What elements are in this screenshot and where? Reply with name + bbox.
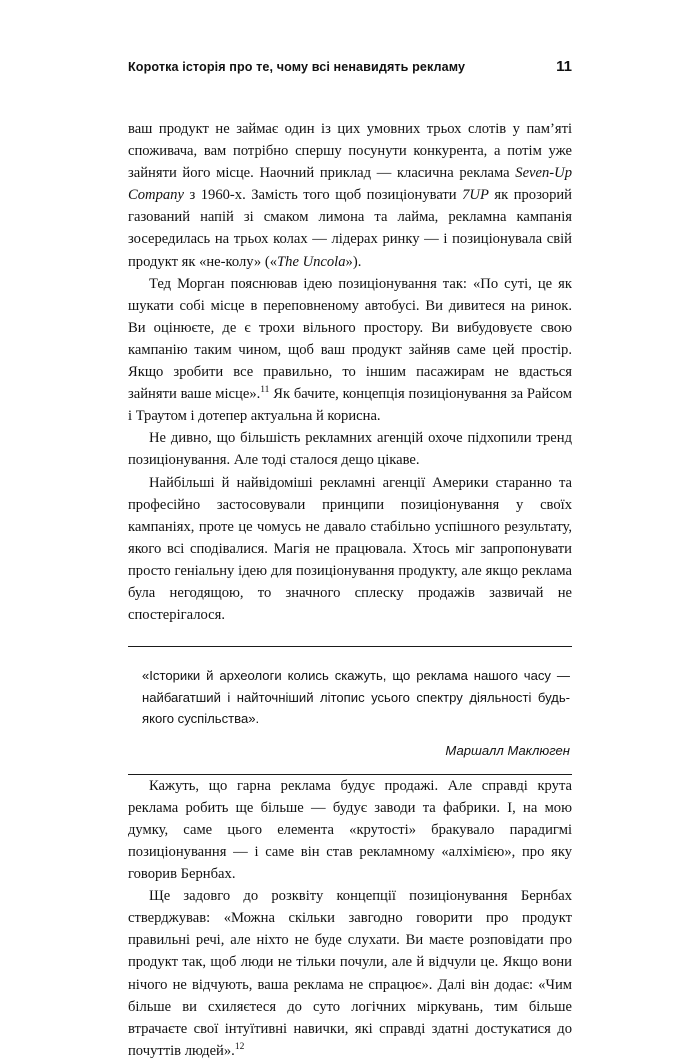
page-number: 11	[556, 58, 572, 75]
paragraph-2-part-b: Як бачите, концепція позиціонування за Райсом і Траутом і дотепер актуальна й корисна.	[128, 386, 572, 425]
paragraph-1-part-a: ваш продукт не займає один із цих умовних трьох слотів у пам’яті споживача, вам потрібно спершу посунути конкурента, а потім уже зайняти його місце. Наочний приклад — класична реклама	[128, 121, 572, 182]
paragraph-1-italic-3: The Uncola	[277, 253, 346, 270]
page-body	[128, 118, 572, 1062]
running-head	[128, 58, 572, 75]
paragraph-3: Не дивно, що більшість рекламних агенцій охоче підхопили тренд позиціонування. Але тоді сталося дещо цікаве.	[128, 430, 572, 469]
paragraph-5: Кажуть, що гарна реклама будує продажі. Але справді крута реклама робить ще більше — будує заводи та фабрики. І, на мою думку, саме цього елемента «крутості» бракувало парадигмі позиціонування — і саме він став рекламному «алхімією», про яку говорив Бернбах.	[128, 777, 572, 883]
paragraph-2	[128, 273, 572, 428]
paragraph-1-part-d: »).	[345, 253, 362, 270]
footnote-ref-11: 11	[260, 385, 270, 396]
pull-quote-attribution: Маршалл Маклюген	[445, 742, 570, 758]
paragraph-1-italic-2: 7UP	[462, 187, 489, 204]
paragraph-4: Найбільші й найвідоміші рекламні агенції Америки старанно та професійно застосовували принципи позиціонування у своїх кампаніях, проте це чомусь не давало стабільно успішного результату, якого всі сподівалися. Магія не працювала. Хтось міг запропонувати просто геніальну ідею для позиціонування продукту, але якщо реклама була негодящою, то значного сплеску продажів зазвичай не спостерігалося.	[128, 474, 572, 624]
paragraph-1-part-b: з 1960-х. Замість того щоб позиціонувати	[183, 187, 463, 204]
paragraph-1	[128, 118, 572, 273]
pull-quote-text: «Історики й археологи колись скажуть, що реклама нашого часу — найбагатший і найточніший літопис усього спектру діяльності будь-якого суспільства».	[142, 668, 570, 727]
paragraph-1-italic-1: Seven-Up Company	[128, 165, 572, 204]
footnote-ref-12: 12	[234, 1041, 245, 1052]
pull-quote-block	[128, 646, 572, 775]
paragraph-1-part-c: як прозорий газований напій зі смаком лимона та лайма, рекламна кампанія зосередилась на трьох колах — лідерах ринку — і позиціонувала свій продукт як «не-колу» («	[128, 187, 572, 270]
paragraph-6	[128, 885, 572, 1062]
paragraph-6-part-a: Ще задовго до розквіту концепції позиціонування Бернбах стверджував: «Можна скільки завгодно говорити про продукт правильні речі, але ніхто не буде слухати. Ви маєте розповідати про продукт так, щоб люди не тільки почули, але й відчули це. Якщо вони нічого не відчують, ваша реклама не спрацює». Далі він додає: «Чим більше ви схиляєтеся до суто логічних міркувань, тим більше втрачаєте свої інтуїтивні навички, які справді здатні достукатися до почуттів людей».	[128, 888, 572, 1059]
paragraph-2-part-a: Тед Морган пояснював ідею позиціонування так: «По суті, це як шукати собі місце в переповненому автобусі. Ви дивитеся на ринок. Ви оцінюєте, де є трохи вільного простору. Ви вибудовуєте свою кампанію таким чином, щоб ваш продукт зайняв саме цей простір. Якщо зробити все правильно, то іншим пасажирам не вдасться зайняти ваше місце».	[128, 275, 572, 403]
chapter-title: Коротка історія про те, чому всі ненавидять рекламу	[128, 60, 466, 74]
